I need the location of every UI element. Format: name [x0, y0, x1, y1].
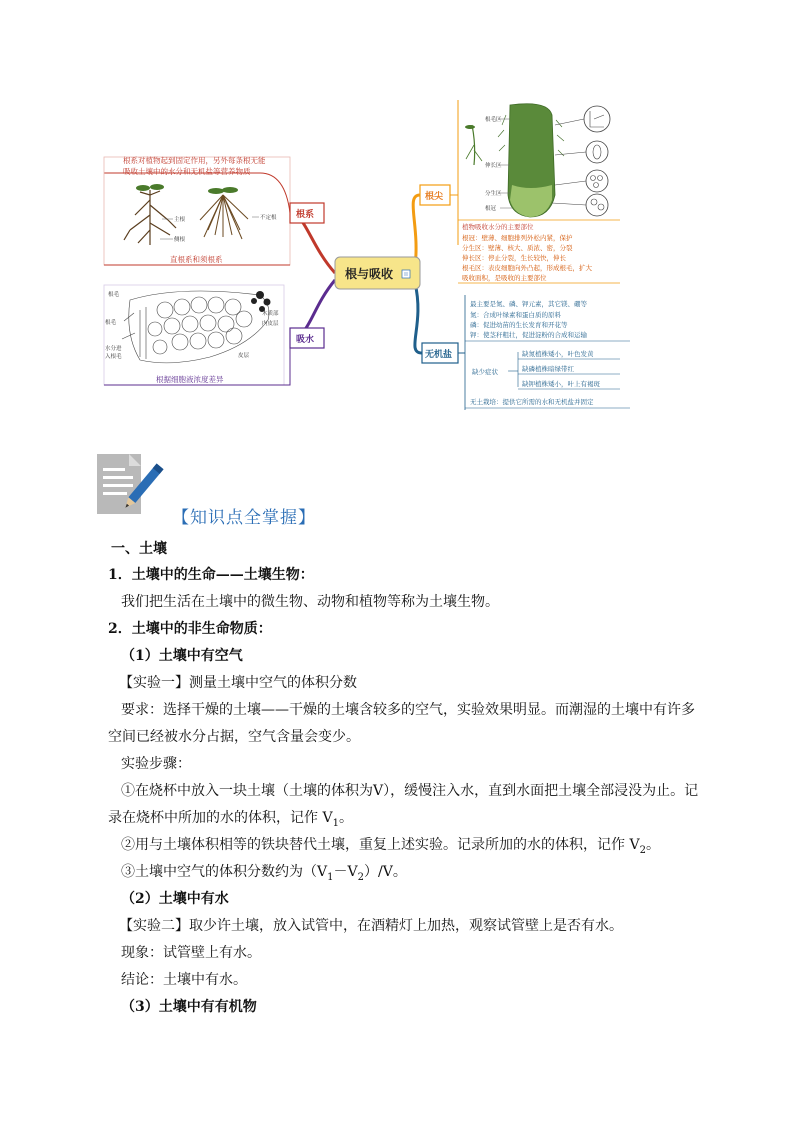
step3-sub1: 1 [327, 871, 334, 883]
node-root-tip-label: 根尖 [425, 192, 444, 202]
step3-b: －V [333, 864, 358, 880]
step3 [121, 862, 407, 888]
note-icon [402, 270, 410, 278]
sub2-title: （2）土壤中有水 [121, 891, 229, 907]
steps-label: 实验步骤： [121, 756, 191, 772]
label-cortex: 皮层 [238, 353, 250, 359]
document-pen-icon [95, 452, 165, 522]
exp1-req-line2: 空间已经被水分占据，空气含量会变少。 [108, 729, 360, 745]
label-meristem-zone: 分生区 [485, 191, 502, 197]
step2-end: 。 [645, 837, 660, 853]
connector-root-tip [413, 195, 420, 267]
label-root-hair-zone: 根毛区 [485, 117, 502, 123]
step2-sub: 2 [639, 844, 646, 856]
sub1-title: （1）土壤中有空气 [121, 648, 243, 664]
fibrous-root-leaves [208, 187, 238, 194]
step1-sub: 1 [332, 817, 339, 829]
cell-magnification-circles [584, 106, 610, 216]
node-mineral-label: 无机盐 [425, 350, 453, 360]
label-root-hair: 根毛 [105, 320, 117, 326]
exp1-title: 【实验一】测量土壤中空气的体积分数 [119, 675, 357, 691]
phenomenon: 现象：试管壁上有水。 [121, 945, 261, 961]
step2-text: ②用与土壤体积相等的铁块替代土壤，重复上述实验。记录所加的水的体积，记作 V [121, 837, 640, 853]
section-title: 【知识点全掌握】 [172, 508, 316, 528]
root-tip-note-4: 根毛区：表皮细胞向外凸起，形成根毛，扩大 [462, 264, 592, 272]
label-adventitious-root: 不定根 [260, 215, 277, 221]
label-taproot: 主根 [174, 217, 186, 223]
exp2-text: 【实验二】取少许土壤，放入试管中，在酒精灯上加热，观察试管壁上是否有水。 [119, 918, 623, 934]
item1-text: 我们把生活在土壤中的微生物、动物和植物等称为土壤生物。 [121, 594, 499, 610]
label-elongation-zone: 伸长区 [485, 163, 502, 169]
fibrous-root-illustration [200, 195, 248, 239]
label-xylem: 木质部 [262, 311, 279, 317]
label-root-cap: 根冠 [485, 206, 497, 212]
item1-title: 1．土壤中的生命——土壤生物： [108, 567, 314, 583]
root-system-desc-line1: 根系对植物起到固定作用，另外每条根无能 [123, 156, 266, 165]
root-tip-illustration [465, 104, 564, 217]
label-lateral-root: 侧根 [174, 237, 186, 243]
step3-c: ）/V。 [364, 864, 407, 880]
sub3-title: （3）土壤中有有机物 [121, 999, 257, 1015]
root-system-caption: 直根系和须根系 [170, 255, 223, 264]
root-system-frame [104, 173, 290, 213]
step1-line1: ①在烧杯中放入一块土壤（土壤的体积为V），缓慢注入水，直到水面把土壤全部浸没为止。记 [121, 783, 699, 799]
root-tip-note-0: 植物吸收水分的主要部位 [462, 223, 534, 231]
connector-mineral [415, 283, 422, 353]
step1-end: 。 [338, 810, 353, 826]
deficiency-1: 缺磷植株暗绿带红 [522, 365, 574, 373]
step3-sub2: 2 [357, 871, 364, 883]
mineral-note-2: 磷：促进幼苗的生长发育和开花等 [470, 321, 568, 329]
label-water-in-2: 入根毛 [105, 354, 122, 360]
root-tip-note-2: 分生区：壁薄、核大、质浓、密，分裂 [462, 244, 573, 252]
step3-a: ③土壤中空气的体积分数约为（V [121, 864, 328, 880]
label-endodermis: 内皮层 [262, 321, 279, 327]
step1-line2-text: 录在烧杯中所加的水的体积，记作 V [108, 810, 333, 826]
taproot-leaves [136, 184, 164, 191]
step2 [121, 835, 660, 861]
deficiency-2: 缺钾植株矮小，叶上有褐斑 [522, 380, 600, 388]
mineral-note-1: 氮：合成叶绿素和蛋白质的原料 [470, 311, 561, 319]
item2-title: 2．土壤中的非生命物质： [108, 621, 272, 637]
mineral-note-3: 钾：使茎秆粗壮，促进淀粉的合成和运输 [470, 331, 587, 339]
soilless-note: 无土栽培：提供它所需的水和无机盐并固定 [470, 398, 594, 406]
mineral-note-0: 最主要是氮、磷、钾元素，其它镁、硼等 [470, 300, 587, 308]
node-root-system-label: 根系 [296, 210, 315, 220]
mind-map-diagram [100, 95, 645, 415]
step1-line2 [108, 808, 353, 834]
label-water-in: 水分进 [105, 346, 122, 352]
water-caption: 根据细胞液浓度差异 [156, 375, 224, 384]
conclusion: 结论：土壤中有水。 [121, 972, 247, 988]
node-center-label: 根与吸收 [345, 267, 394, 281]
heading-soil: 一、土壤 [111, 541, 167, 557]
root-tip-note-3: 伸长区：停止分裂，生长较快，伸长 [462, 254, 566, 262]
root-system-desc-line2: 吸收土壤中的水分和无机盐等营养物质 [123, 167, 251, 176]
label-root-hair-top: 根毛 [108, 292, 120, 298]
exp1-req-line1: 要求：选择干燥的土壤——干燥的土壤含较多的空气，实验效果明显。而潮湿的土壤中有许多 [121, 702, 695, 718]
root-tip-note-1: 根冠：壁薄、细胞排列外松内紧，保护 [462, 234, 573, 242]
taproot-illustration [124, 190, 176, 245]
node-water-label: 吸水 [296, 335, 315, 345]
deficiency-0: 缺氮植株矮小，叶色发黄 [522, 350, 594, 358]
root-tip-note-5: 吸收面积，是吸收的主要部位 [462, 274, 547, 282]
deficiency-label: 缺少症状 [472, 368, 498, 376]
